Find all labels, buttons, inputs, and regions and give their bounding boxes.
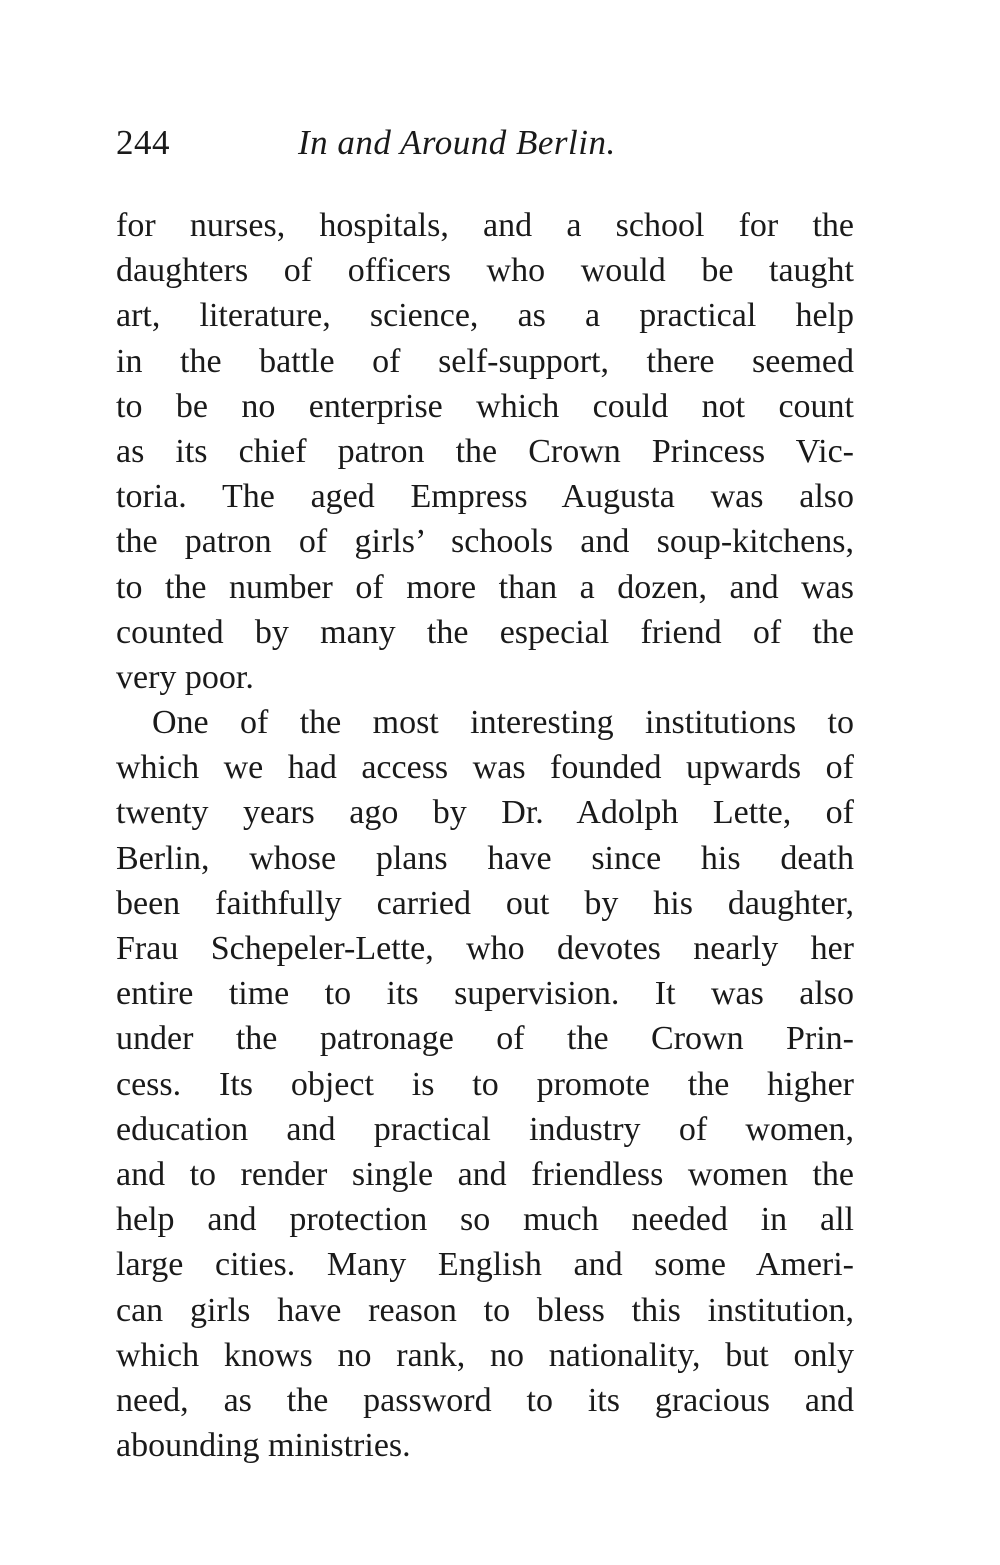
text-line: One of the most interesting institutions to xyxy=(152,704,854,742)
text-line: for nurses, hospitals, and a school for the xyxy=(116,207,854,244)
text-line: which knows no rank, no nationality, but only xyxy=(116,1336,854,1374)
running-title: In and Around Berlin. xyxy=(298,123,616,162)
text-line: counted by many the especial friend of the xyxy=(116,613,854,651)
text-line: which we had access was founded upwards of xyxy=(116,749,854,787)
text-line: cess. Its object is to promote the higher xyxy=(116,1065,854,1103)
text-line: under the patronage of the Crown Prin- xyxy=(116,1020,854,1058)
body-text xyxy=(116,203,854,1468)
text-line: in the battle of self-support, there seemed xyxy=(116,342,854,380)
text-line: education and practical industry of women, xyxy=(116,1110,854,1148)
text-line: daughters of officers who would be taught xyxy=(116,252,854,290)
text-line: twenty years ago by Dr. Adolph Lette, of xyxy=(116,794,854,832)
text-line: very poor. xyxy=(116,658,254,696)
text-line: been faithfully carried out by his daughter, xyxy=(116,884,854,922)
text-line: the patron of girls’ schools and soup-kitchens, xyxy=(116,523,854,561)
running-head xyxy=(116,118,856,168)
paragraph-1 xyxy=(116,203,854,700)
text-line: need, as the password to its gracious and xyxy=(116,1381,854,1419)
text-line: art, literature, science, as a practical help xyxy=(116,297,854,335)
page-number: 244 xyxy=(116,123,170,162)
text-line: toria. The aged Empress Augusta was also xyxy=(116,478,854,516)
text-line: to be no enterprise which could not count xyxy=(116,387,854,425)
text-line: Berlin, whose plans have since his death xyxy=(116,839,854,877)
text-line: and to render single and friendless women the xyxy=(116,1155,854,1193)
text-line: large cities. Many English and some Ameri- xyxy=(116,1246,854,1284)
text-line: as its chief patron the Crown Princess Vic- xyxy=(116,432,854,470)
text-line: to the number of more than a dozen, and was xyxy=(116,568,854,606)
text-line: help and protection so much needed in all xyxy=(116,1201,854,1239)
paragraph-2 xyxy=(116,700,854,1468)
text-line: can girls have reason to bless this institution, xyxy=(116,1291,854,1329)
text-line: Frau Schepeler-Lette, who devotes nearly her xyxy=(116,930,854,967)
text-line: abounding ministries. xyxy=(116,1427,411,1465)
text-line: entire time to its supervision. It was also xyxy=(116,975,854,1013)
